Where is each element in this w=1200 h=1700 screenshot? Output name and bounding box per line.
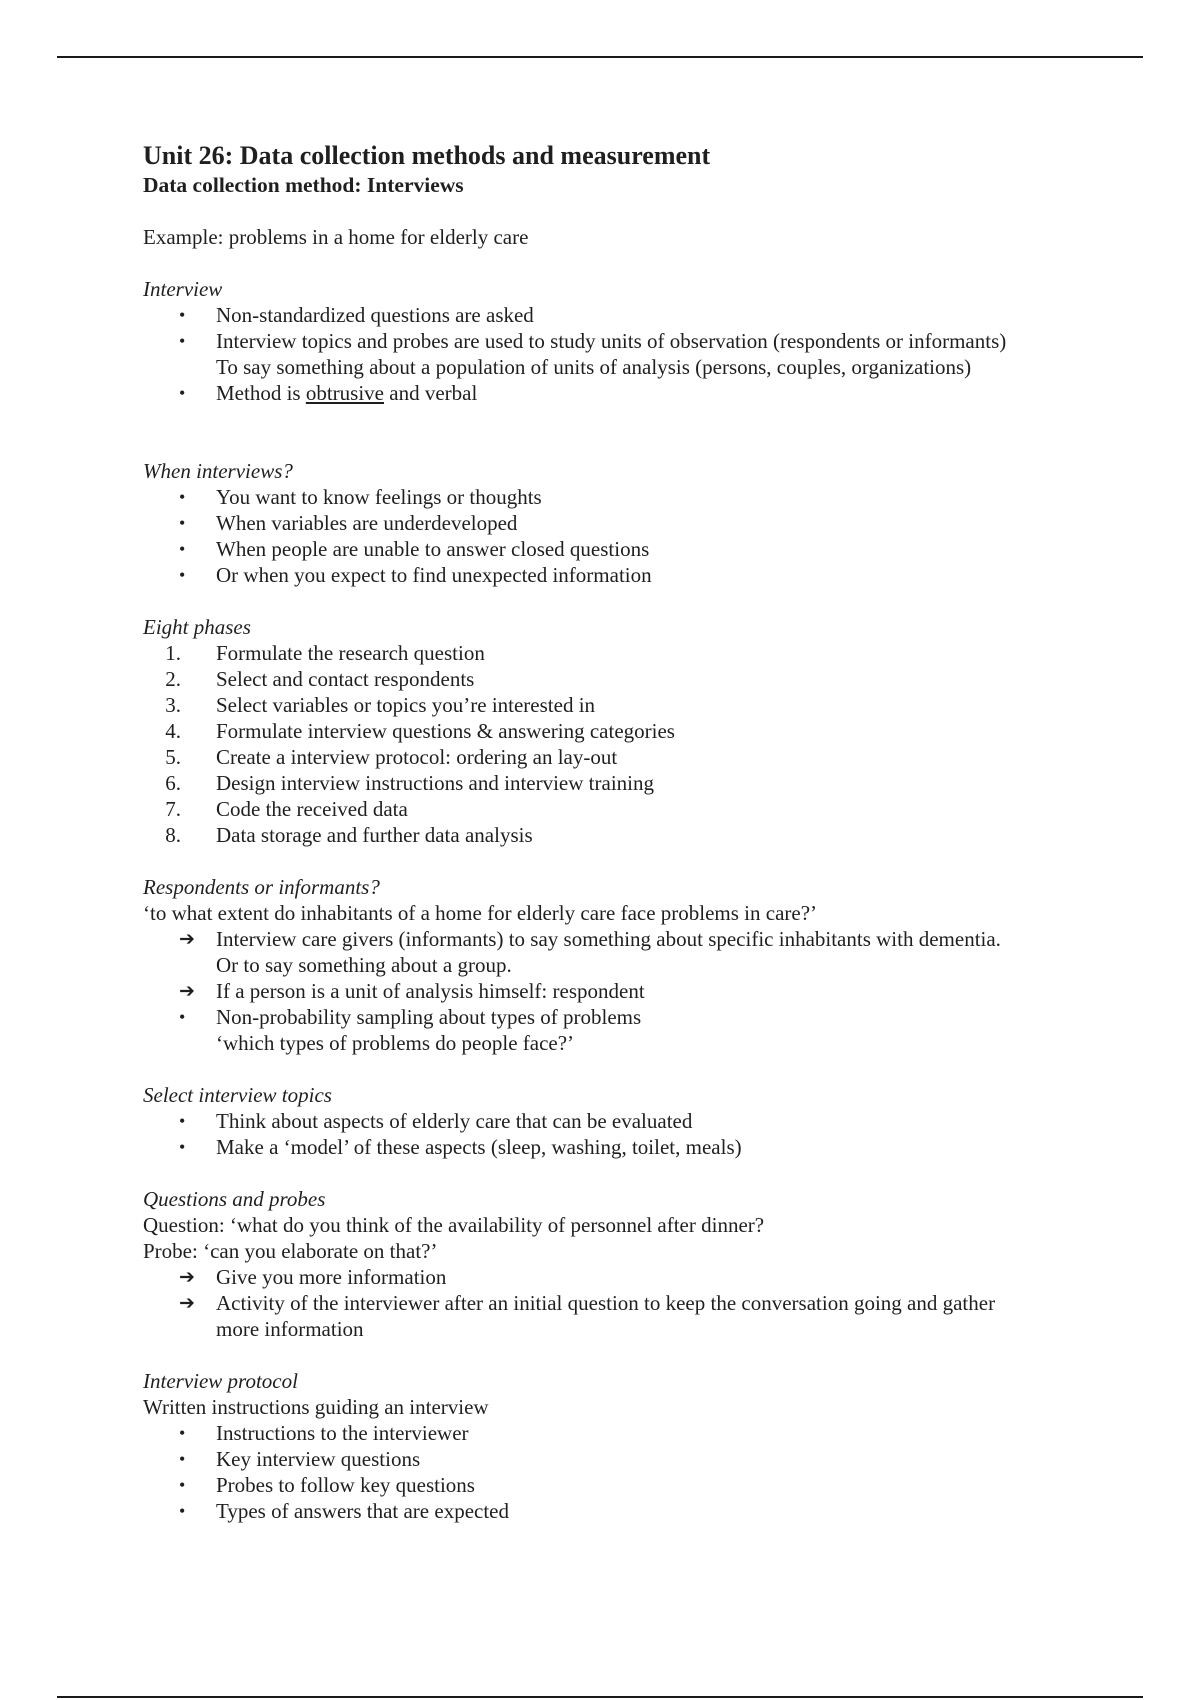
document-title: Unit 26: Data collection methods and measurement	[143, 141, 711, 170]
section-respondents-informants	[143, 874, 1143, 1056]
list-item-text: Probes to follow key questions	[216, 1473, 475, 1497]
section-interview-protocol	[143, 1368, 1143, 1524]
bullet-icon: •	[179, 1111, 186, 1131]
list-item-text: When variables are underdeveloped	[216, 511, 518, 535]
list-item	[143, 718, 1143, 744]
list-item	[143, 692, 1143, 718]
list-item-text: Formulate interview questions & answering categories	[216, 719, 675, 743]
section-interview	[143, 276, 1143, 406]
list-item-text: When people are unable to answer closed questions	[216, 537, 650, 561]
arrow-right-icon: ➔	[179, 928, 195, 950]
list-item-text: Or when you expect to find unexpected information	[216, 563, 652, 587]
list-item	[143, 484, 1143, 510]
section-heading: Interview protocol	[143, 1369, 298, 1393]
list-item-text: Interview topics and probes are used to study units of observation (respondents or informants)	[216, 329, 1007, 353]
list-item-text-continued: ‘which types of problems do people face?’	[216, 1031, 575, 1055]
arrow-right-icon: ➔	[179, 1292, 195, 1314]
numbered-list	[143, 640, 1143, 848]
bullet-icon: •	[179, 1475, 186, 1495]
bullet-icon: •	[179, 487, 186, 507]
section-eight-phases	[143, 614, 1143, 848]
top-rule	[57, 56, 1143, 58]
bullet-list	[143, 1420, 1143, 1524]
list-item	[143, 562, 1143, 588]
bullet-icon: •	[179, 1007, 186, 1027]
list-item-text: Create a interview protocol: ordering an lay-out	[216, 745, 618, 769]
bullet-icon: •	[179, 539, 186, 559]
list-item	[143, 926, 1143, 978]
document-body	[143, 140, 1143, 1524]
arrow-list	[143, 926, 1143, 1056]
list-item-text: You want to know feelings or thoughts	[216, 485, 542, 509]
list-item-text: If a person is a unit of analysis himself: respondent	[216, 979, 645, 1003]
bullet-icon: •	[179, 513, 186, 533]
list-item	[143, 536, 1143, 562]
list-item-text: Code the received data	[216, 797, 408, 821]
list-number: 2.	[165, 667, 181, 691]
list-number: 3.	[165, 693, 181, 717]
list-item-text: Design interview instructions and interview training	[216, 771, 654, 795]
list-item	[143, 1498, 1143, 1524]
list-item-text: Data storage and further data analysis	[216, 823, 533, 847]
list-item-text: Non-standardized questions are asked	[216, 303, 534, 327]
list-item	[143, 1108, 1143, 1134]
list-item	[143, 302, 1143, 328]
list-item	[143, 822, 1143, 848]
list-item	[143, 1446, 1143, 1472]
section-questions-probes	[143, 1186, 1143, 1342]
bullet-icon: •	[179, 1423, 186, 1443]
list-number: 5.	[165, 745, 181, 769]
section-when-interviews	[143, 458, 1143, 588]
list-item-text: Key interview questions	[216, 1447, 421, 1471]
list-item	[143, 1264, 1143, 1290]
list-item	[143, 978, 1143, 1004]
list-item-text: Give you more information	[216, 1265, 447, 1289]
example-line: Example: problems in a home for elderly care	[143, 225, 529, 249]
list-item	[143, 770, 1143, 796]
quote-line: ‘to what extent do inhabitants of a home for elderly care face problems in care?’	[143, 901, 818, 925]
section-heading: Interview	[143, 277, 223, 301]
list-item-text-post: and verbal	[384, 381, 478, 405]
section-heading: Questions and probes	[143, 1187, 326, 1211]
list-item	[143, 1472, 1143, 1498]
list-item	[143, 1004, 1143, 1056]
section-heading: Select interview topics	[143, 1083, 332, 1107]
arrow-list	[143, 1264, 1143, 1342]
list-item-text: Interview care givers (informants) to say something about specific inhabitants with dementia.	[216, 927, 1001, 951]
section-heading: Eight phases	[143, 615, 251, 639]
list-item-text: Formulate the research question	[216, 641, 485, 665]
question-line: Question: ‘what do you think of the availability of personnel after dinner?	[143, 1213, 765, 1237]
list-item	[143, 380, 1143, 406]
probe-line: Probe: ‘can you elaborate on that?’	[143, 1239, 438, 1263]
list-item-text: Select and contact respondents	[216, 667, 475, 691]
list-item	[143, 1134, 1143, 1160]
bullet-icon: •	[179, 1449, 186, 1469]
list-item	[143, 796, 1143, 822]
bullet-list	[143, 302, 1143, 406]
document-subtitle: Data collection method: Interviews	[143, 173, 464, 197]
bullet-icon: •	[179, 1137, 186, 1157]
list-item-text-continued: To say something about a population of units of analysis (persons, couples, organizations)	[216, 355, 972, 379]
bullet-list	[143, 484, 1143, 588]
list-item-text: Instructions to the interviewer	[216, 1421, 469, 1445]
list-item	[143, 328, 1143, 380]
list-item-text-continued: Or to say something about a group.	[216, 953, 512, 977]
underlined-term: obtrusive	[305, 381, 384, 405]
list-item	[143, 510, 1143, 536]
list-item	[143, 1420, 1143, 1446]
bullet-icon: •	[179, 1501, 186, 1521]
bullet-icon: •	[179, 305, 186, 325]
section-heading: When interviews?	[143, 459, 293, 483]
list-item-text-continued: more information	[216, 1317, 364, 1341]
list-item-text: Make a ‘model’ of these aspects (sleep, washing, toilet, meals)	[216, 1135, 742, 1159]
bullet-list	[143, 1108, 1143, 1160]
section-interview-topics	[143, 1082, 1143, 1160]
list-number: 8.	[165, 823, 181, 847]
list-item-text: Think about aspects of elderly care that can be evaluated	[216, 1109, 693, 1133]
list-number: 6.	[165, 771, 181, 795]
bullet-icon: •	[179, 331, 186, 351]
protocol-intro: Written instructions guiding an interview	[143, 1395, 489, 1419]
list-item	[143, 1290, 1143, 1342]
list-item	[143, 744, 1143, 770]
list-number: 7.	[165, 797, 181, 821]
bottom-rule	[57, 1696, 1143, 1698]
list-item-text: Types of answers that are expected	[216, 1499, 509, 1523]
list-item-text: Select variables or topics you’re interested in	[216, 693, 596, 717]
arrow-right-icon: ➔	[179, 1266, 195, 1288]
section-heading: Respondents or informants?	[143, 875, 380, 899]
list-number: 1.	[165, 641, 181, 665]
bullet-icon: •	[179, 565, 186, 585]
list-item	[143, 640, 1143, 666]
bullet-icon: •	[179, 383, 186, 403]
list-item-text: Activity of the interviewer after an initial question to keep the conversation going and gather	[216, 1291, 996, 1315]
list-item	[143, 666, 1143, 692]
list-number: 4.	[165, 719, 181, 743]
list-item-text: Non-probability sampling about types of problems	[216, 1005, 642, 1029]
list-item-text-pre: Method is	[216, 381, 306, 405]
arrow-right-icon: ➔	[179, 980, 195, 1002]
